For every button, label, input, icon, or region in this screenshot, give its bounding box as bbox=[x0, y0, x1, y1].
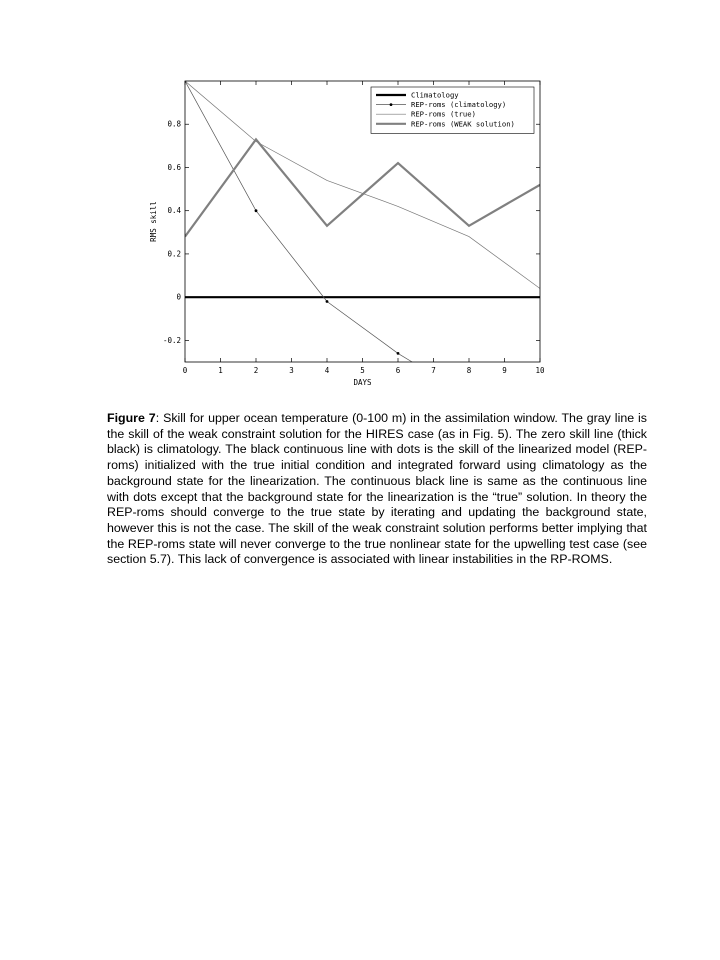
figure-caption bbox=[107, 411, 647, 568]
x-tick-label: 5 bbox=[360, 366, 365, 375]
x-tick-label: 4 bbox=[324, 366, 330, 375]
legend-label-3: REP-roms (true) bbox=[411, 109, 476, 119]
x-tick-label: 7 bbox=[431, 366, 436, 375]
x-tick-label: 0 bbox=[182, 366, 188, 375]
x-tick-label: 9 bbox=[502, 366, 507, 375]
rms-skill-line-chart bbox=[140, 68, 560, 398]
legend-label-2: REP-roms (climatology) bbox=[411, 100, 507, 110]
legend-label-4: REP-roms (WEAK solution) bbox=[411, 119, 515, 129]
series-2-point bbox=[397, 352, 400, 355]
x-axis-label: DAYS bbox=[353, 378, 372, 387]
y-tick-label: 0.6 bbox=[167, 162, 181, 172]
series-2-point bbox=[255, 209, 258, 212]
y-tick-label: -0.2 bbox=[162, 335, 181, 345]
y-tick-label: 0.2 bbox=[167, 249, 181, 259]
x-tick-label: 2 bbox=[253, 366, 259, 375]
legend-label-1: Climatology bbox=[411, 90, 459, 100]
figure-7-chart bbox=[140, 68, 560, 403]
y-tick-label: 0.4 bbox=[167, 206, 181, 216]
legend-swatch-dot bbox=[390, 103, 393, 106]
legend bbox=[371, 87, 534, 133]
x-tick-label: 6 bbox=[395, 366, 401, 375]
y-tick-label: 0.8 bbox=[167, 119, 181, 129]
y-tick-label: 0 bbox=[176, 292, 181, 302]
x-tick-label: 3 bbox=[289, 366, 294, 375]
figure-label: Figure 7 bbox=[107, 411, 156, 425]
x-tick-label: 10 bbox=[535, 366, 545, 375]
x-tick-label: 8 bbox=[466, 366, 472, 375]
series-line-4 bbox=[185, 139, 540, 236]
x-tick-label: 1 bbox=[218, 366, 223, 375]
caption-text: : Skill for upper ocean temperature (0-100 m) in the assimilation window. The gray line is the skill of the weak constraint solution for the HIRES case (as in Fig. 5). The zero skill line (thick black) is climatology. The black continuous line with dots is the skill of the linearized model (REP-roms) initialized with the true initial condition and integrated forward using climatology as the background state for the linearization. The continuous black line is same as the continuous line with dots except that the background state for the linearization is the “true” solution. In theory the REP-roms should converge to the true state by iterating and updating the background state, however this is not the case. The skill of the weak constraint solution performs better implying that the REP-roms state will never converge to the true nonlinear state for the upwelling test case (see section 5.7). This lack of convergence is associated with linear instabilities in the RP-ROMS. bbox=[107, 411, 647, 567]
series-2-point bbox=[326, 300, 329, 303]
y-axis-label: RMS skill bbox=[149, 201, 158, 242]
